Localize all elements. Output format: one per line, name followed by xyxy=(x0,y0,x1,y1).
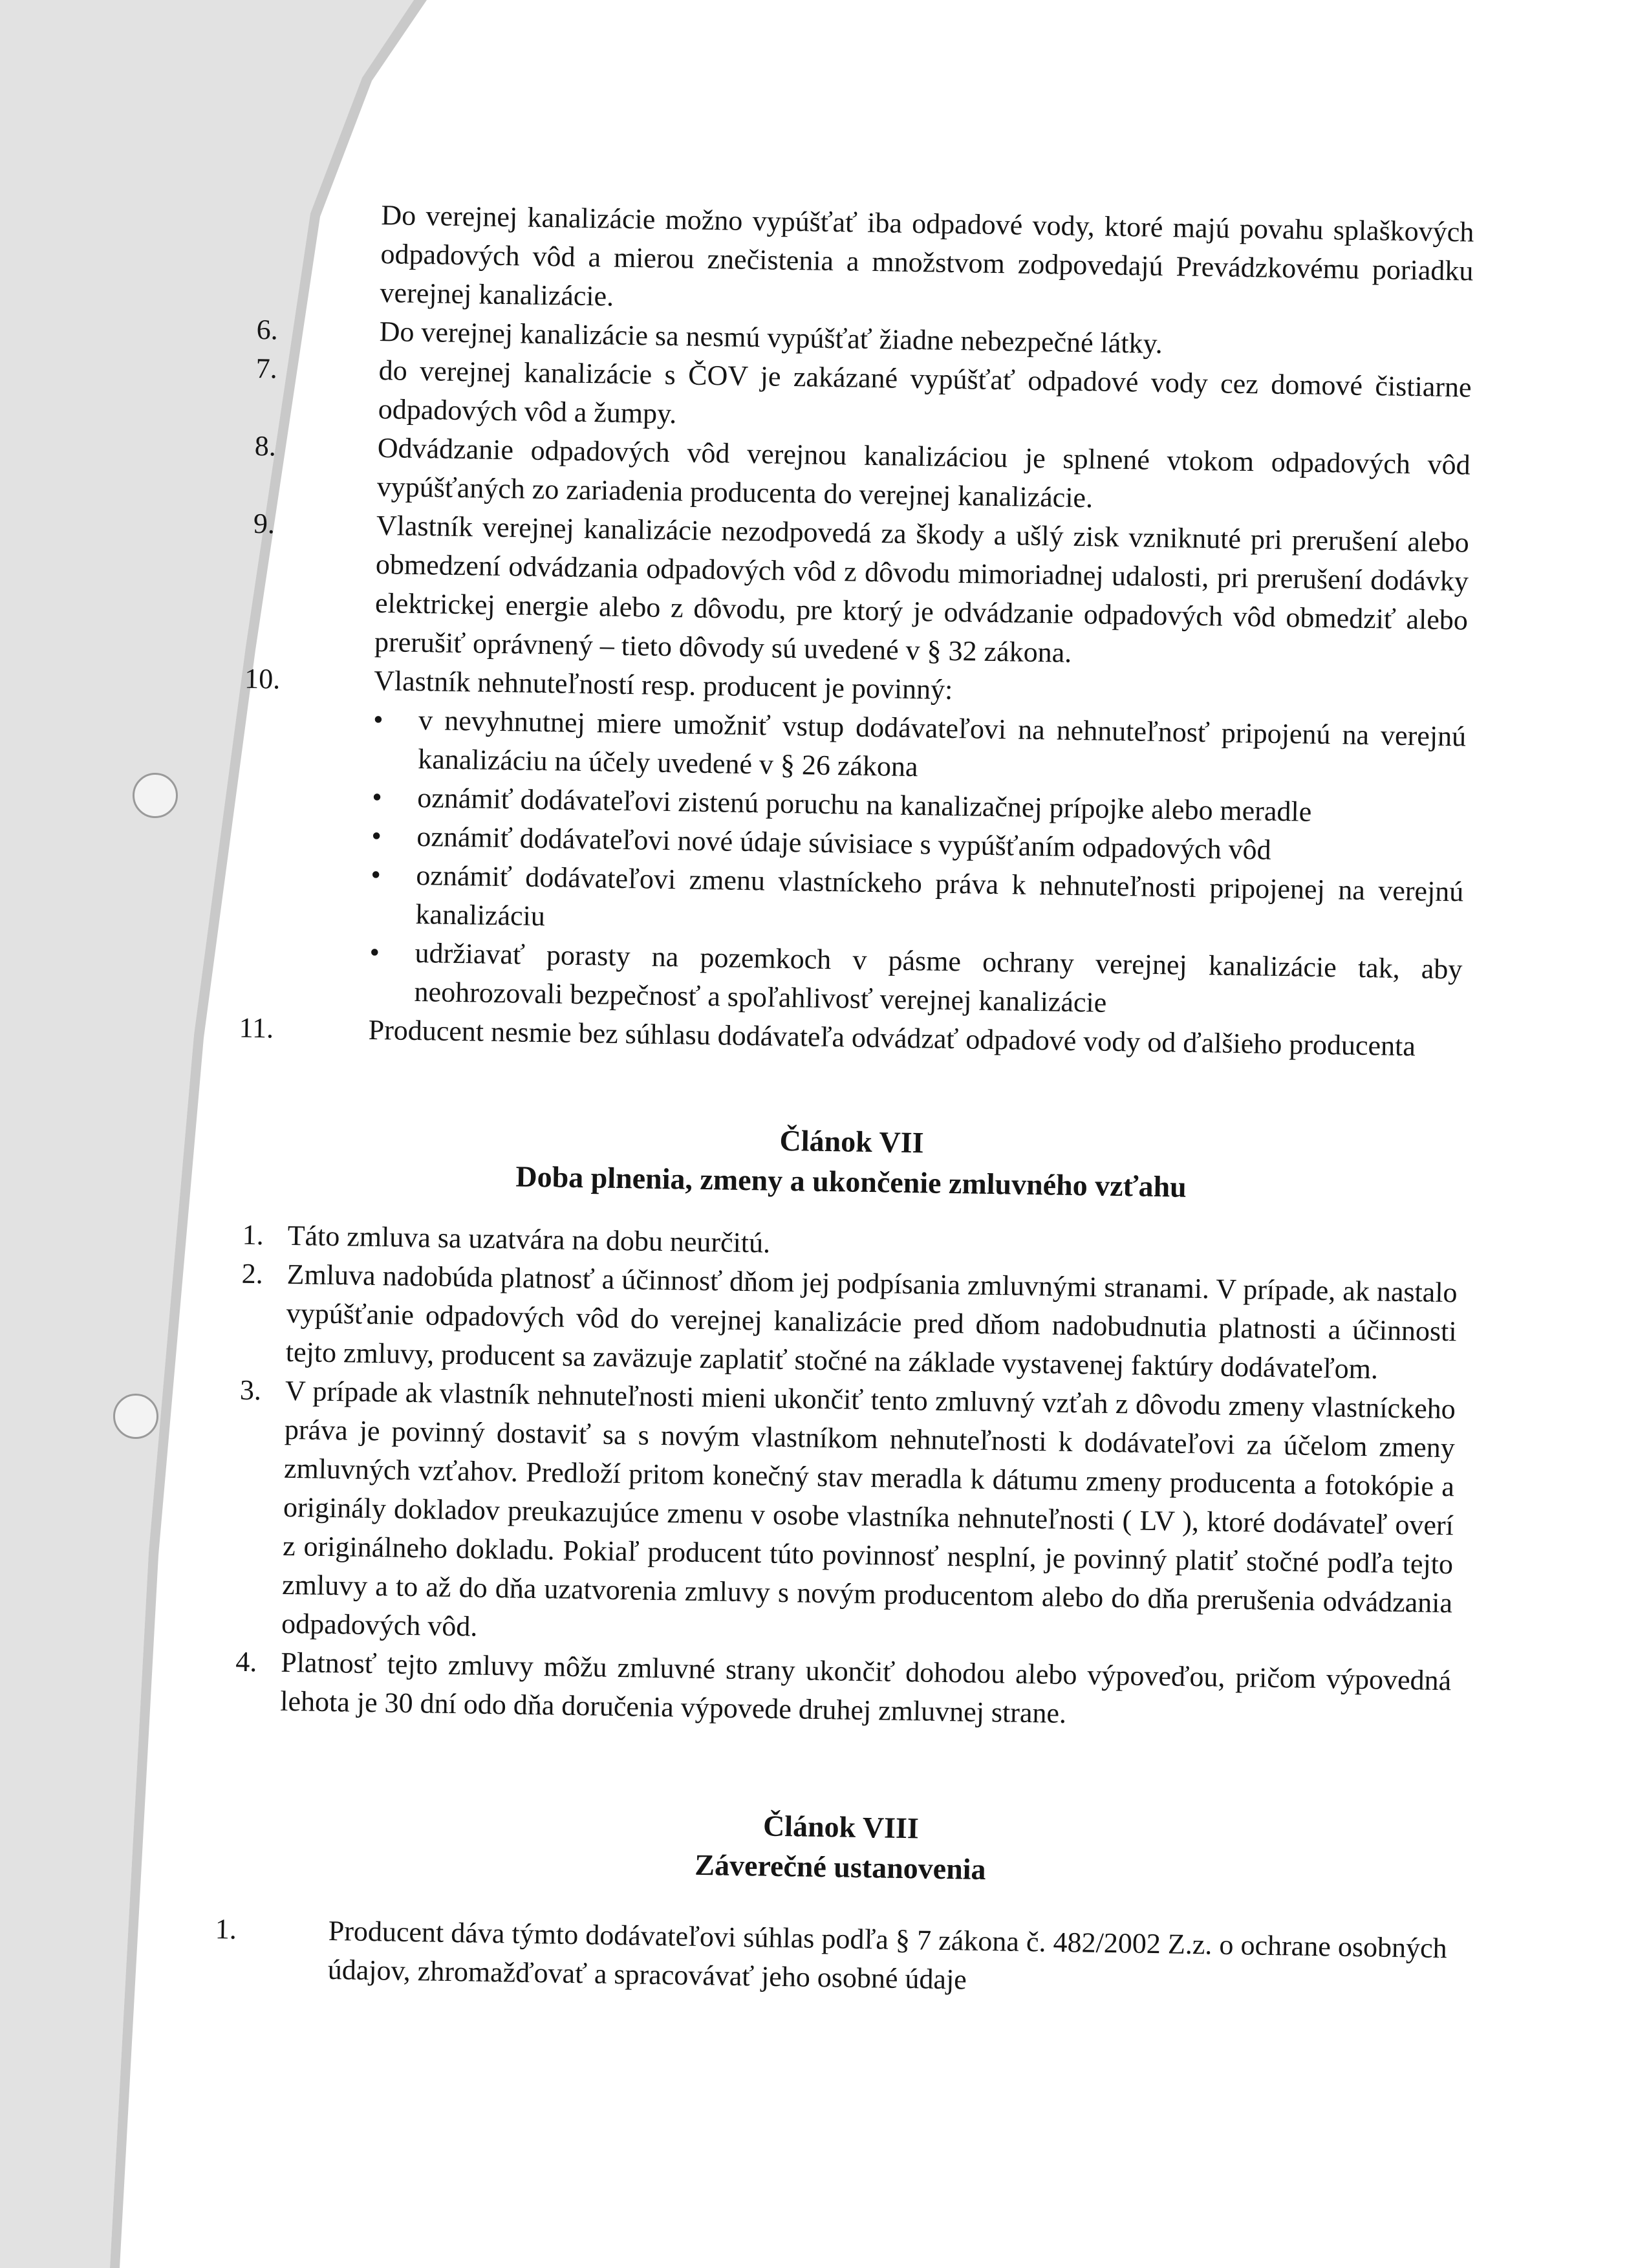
article-8 xyxy=(215,1798,1449,2007)
bullet-dot: • xyxy=(369,936,380,969)
obligations-list xyxy=(369,700,1466,1028)
item-number: 1. xyxy=(242,1218,264,1251)
bullet-dot: • xyxy=(371,781,383,814)
bullet-text: oznámiť dodávateľovi zmenu vlastníckeho práva k nehnuteľnosti pripojenej na verejnú kanalizáciu xyxy=(415,859,1464,933)
item-text: Odvádzanie odpadových vôd verejnou kanalizáciou je splnené vtokom odpadových vôd vypúšťaných zo zariadenia producenta do verejnej kanalizácie. xyxy=(376,431,1471,514)
item-text: Vlastník verejnej kanalizácie nezodpovedá za škody a ušlý zisk vzniknuté pri prerušení alebo obmedzení odvádzania odpadových vôd z dôvodu mimoriadnej udalosti, pri prerušení dodávky elektrickej energie alebo z dôvodu, pre ktorý je odvádzanie odpadových vôd obmedziť alebo prerušiť oprávnený – tieto dôvody sú uvedené v § 32 zákona. xyxy=(374,509,1470,669)
item-number: 6. xyxy=(256,313,279,346)
punch-hole-top xyxy=(133,773,178,818)
item-number: 9. xyxy=(253,507,275,540)
list-item xyxy=(246,660,1467,1028)
bullet-text: oznámiť dodávateľovi zistenú poruchu na kanalizačnej prípojke alebo meradle xyxy=(416,781,1312,828)
item-text: Platnosť tejto zmluvy môžu zmluvné strany ukončiť dohodou alebo výpoveďou, pričom výpovedná lehota je 30 dní odo dňa doručenia výpovede druhej zmluvnej strane. xyxy=(280,1646,1452,1729)
list-item xyxy=(215,1910,1448,2007)
item-number: 2. xyxy=(241,1257,264,1290)
list-item xyxy=(257,194,1474,330)
bullet-dot: • xyxy=(371,858,382,891)
item-text: Do verejnej kanalizácie možno vypúšťať iba odpadové vody, ktoré majú povahu splaškových odpadových vôd a mierou znečistenia a množstvom zodpovedajú Prevádzkovému poriadku verejnej kanalizácie. xyxy=(380,199,1474,312)
article-8-title: Článok VIII xyxy=(762,1809,920,1845)
article-7-subtitle: Doba plnenia, zmeny a ukončenie zmluvného vzťahu xyxy=(515,1160,1187,1204)
item-text: Vlastník nehnuteľností resp. producent je povinný: xyxy=(373,664,953,706)
punch-hole-bottom xyxy=(113,1394,158,1439)
bullet-text: v nevyhnutnej miere umožniť vstup dodávateľovi na nehnuteľnosť pripojenú na verejnú kanalizáciu na účely uvedené v § 26 zákona xyxy=(417,704,1467,783)
item-number: 10. xyxy=(244,662,281,695)
bullet-text: oznámiť dodávateľovi nové údaje súvisiace s vypúšťaním odpadových vôd xyxy=(416,820,1272,866)
item-number: 11. xyxy=(239,1011,274,1044)
bullet-text: udržiavať porasty na pozemkoch v pásme ochrany verejnej kanalizácie tak, aby neohrozovali bezpečnosť a spoľahlivosť verejnej kanalizácie xyxy=(414,936,1463,1019)
item-text: Zmluva nadobúda platnosť a účinnosť dňom jej podpísania zmluvnými stranami. V prípade, ak nastalo vypúšťanie odpadových vôd do verejnej kanalizácie pred dňom nadobudnutia platnosti a účinnosti tejto zmluvy, producent sa zaväzuje zaplatiť stočné na základe vystavenej faktúry dodávateľom. xyxy=(285,1258,1458,1385)
item-text: Producent dáva týmto dodávateľovi súhlas podľa § 7 zákona č. 482/2002 Z.z. o ochrane osobných údajov, zhromažďovať a spracovávať jeho osobné údaje xyxy=(327,1915,1448,1996)
item-text: V prípade ak vlastník nehnuteľnosti mieni ukončiť tento zmluvný vzťah z dôvodu zmeny vlastníckeho práva je povinný dostaviť sa s novým vlastníkom nehnuteľnosti k dodávateľovi za účelom zmeny zmluvných vzťahov. Predloží pritom konečný stav meradla k dátumu zmeny producenta a fotokópie a originály dokladov preukazujúce zmenu v osobe vlastníka nehnuteľnosti ( LV ), ktoré dodávateľ overí z originálneho dokladu. Pokiaľ producent túto povinnosť nesplní, je povinný platiť stočné podľa tejto zmluvy a to až do dňa uzatvorenia zmluvy s novým producentom alebo do dňa prerušenia odvádzania odpadových vôd. xyxy=(281,1374,1456,1643)
item-text: Táto zmluva sa uzatvára na dobu neurčitú. xyxy=(287,1219,771,1259)
item-number: 1. xyxy=(215,1913,237,1945)
item-text: Do verejnej kanalizácie sa nesmú vypúšťať žiadne nebezpečné látky. xyxy=(379,315,1163,360)
item-number: 4. xyxy=(235,1645,257,1678)
article-7 xyxy=(235,1112,1460,1739)
article-7-title: Článok VII xyxy=(779,1123,924,1160)
bullet-dot: • xyxy=(372,703,384,736)
item-number: 8. xyxy=(254,429,277,462)
list-item xyxy=(240,1255,1458,1390)
item-number: 7. xyxy=(255,352,278,385)
document-body xyxy=(215,194,1474,2030)
item-text: do verejnej kanalizácie s ČOV je zakázané vypúšťať odpadové vody cez domové čistiarne odpadových vôd a žumpy. xyxy=(378,354,1472,430)
article-8-subtitle: Záverečné ustanovenia xyxy=(695,1848,986,1886)
list-item xyxy=(252,504,1470,679)
list-item xyxy=(236,1371,1456,1661)
item-text: Producent nesmie bez súhlasu dodávateľa odvádzať odpadové vody od ďalšieho producenta xyxy=(368,1013,1416,1063)
item-number: 3. xyxy=(239,1374,262,1407)
bullet-dot: • xyxy=(371,819,382,852)
